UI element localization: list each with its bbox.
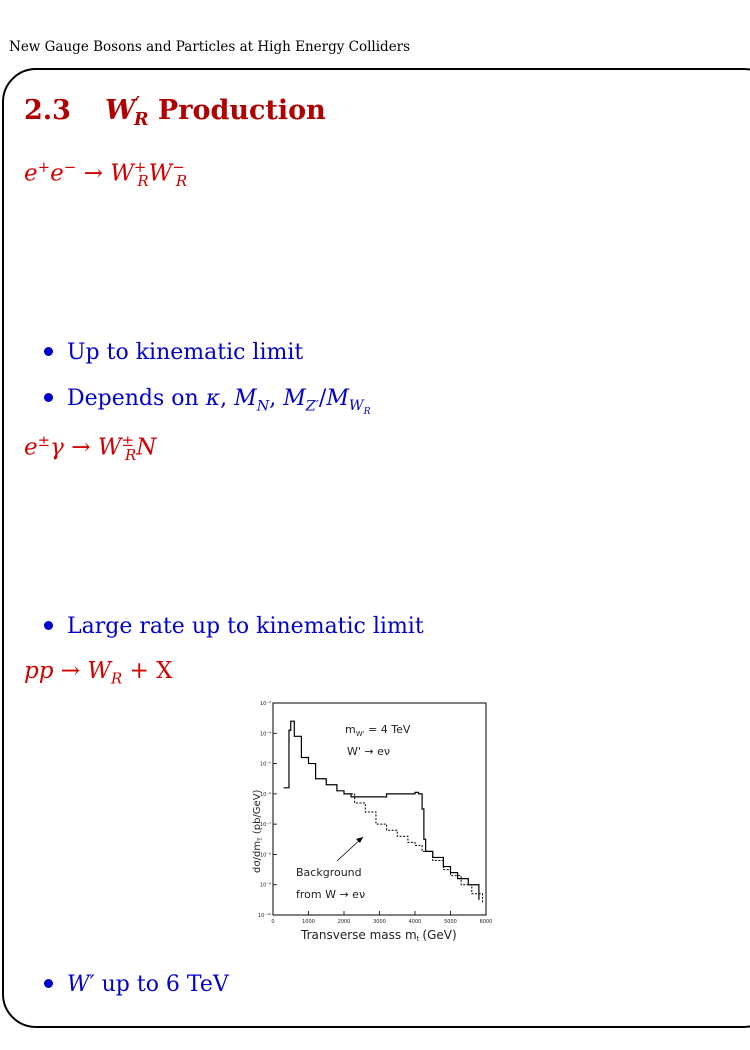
x-tick-label: 4000	[408, 919, 422, 925]
bullet-dot	[44, 979, 53, 988]
y-tick-label: 10⁻³	[259, 701, 271, 707]
section-title	[24, 94, 326, 130]
bullet-kinematic-limit: Up to kinematic limit	[44, 340, 303, 365]
x-tick-label: 0	[271, 919, 275, 925]
process-pp: pp → $W_R + X$	[24, 658, 173, 688]
background-curve	[344, 794, 482, 903]
y-tick-label: 10⁻⁹	[259, 882, 271, 889]
y-axis-label: $d\sigma/dm_T(pb/GeV)$	[252, 789, 264, 873]
mass-annotation: $m_{W'} = 4$ TeV	[345, 723, 411, 738]
bullet-dot	[44, 621, 53, 630]
section-number: 2.3	[24, 95, 71, 126]
bullet-dot	[44, 393, 53, 402]
y-tick-label: 10⁻⁷	[259, 822, 271, 829]
x-axis-ticks	[271, 911, 492, 925]
x-tick-label: 1000	[302, 919, 315, 925]
x-axis-label: Transverse mass mt (GeV)	[301, 928, 457, 943]
y-tick-label: 10⁻⁶	[259, 791, 271, 798]
bullet-depends: Depends on κ, $M_N$, $M_{Z'}/M_{W_R}$	[44, 386, 371, 417]
process-egamma: $e^\pm\gamma \to W^\pm_RN$	[24, 432, 157, 465]
x-tick-label: 2000	[337, 919, 351, 925]
x-tick-label: 3000	[373, 919, 386, 925]
x-tick-label: 6000	[479, 919, 493, 925]
transverse-mass-chart	[245, 695, 500, 945]
section-symbol: $W'_R$	[104, 94, 149, 131]
decay-annotation: W' → eν	[347, 745, 391, 758]
y-tick-label: 10⁻⁵	[259, 761, 271, 768]
bullet-wprime: W′ up to 6 TeV	[44, 972, 229, 997]
page-header: New Gauge Bosons and Particles at High Energy Colliders	[9, 39, 411, 55]
background-annotation-2: from W → eν	[296, 888, 366, 901]
process-ee: $e^+e^- \to W^+_RW^-_R$	[24, 158, 188, 191]
bullet-large-rate: Large rate up to kinematic limit	[44, 614, 424, 639]
y-tick-label: 10⁻¹⁰	[257, 913, 271, 919]
y-tick-label: 10⁻⁸	[259, 852, 271, 859]
section-text: Production	[157, 95, 326, 126]
y-tick-label: 10⁻⁴	[259, 731, 271, 738]
background-annotation: Background	[296, 866, 362, 879]
x-tick-label: 5000	[444, 919, 457, 925]
bullet-dot	[44, 347, 53, 356]
